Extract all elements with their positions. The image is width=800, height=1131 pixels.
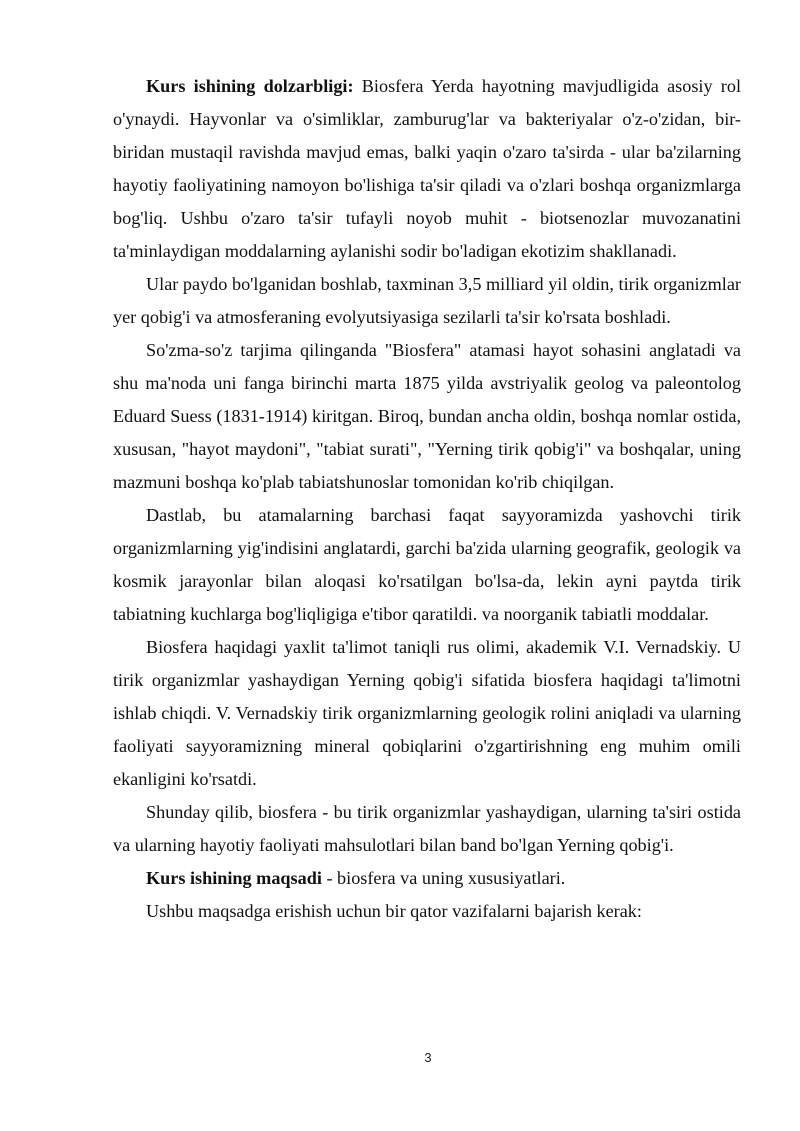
paragraph-term bbox=[113, 334, 741, 499]
paragraph-relevance bbox=[113, 70, 741, 268]
tasks-text: Ushbu maqsadga erishish uchun bir qator vazifalarni bajarish kerak: bbox=[146, 901, 642, 921]
relevance-text: Biosfera Yerda hayotning mavjudligida asosiy rol o'ynaydi. Hayvonlar va o'simliklar, zamburug'lar va bakteriyalar o'z-o'zidan, bir-biridan mustaqil ravishda mavjud emas, balki yaqin o'zaro ta'sirda - ular ba'zilarning hayotiy faoliyatining namoyon bo'lishiga ta'sir qiladi va o'zlari boshqa organizmlarga bog'liq. Ushbu o'zaro ta'sir tufayli noyob muhit - biotsenozlar muvozanatini ta'minlaydigan moddalarning aylanishi sodir bo'ladigan ekotizim shakllanadi. bbox=[113, 76, 741, 261]
paragraph-tasks bbox=[113, 895, 741, 928]
goal-heading: Kurs ishining maqsadi bbox=[146, 868, 322, 888]
origin-text: Ular paydo bo'lganidan boshlab, taxminan 3,5 milliard yil oldin, tirik organizmlar yer qobig'i va atmosferaning evolyutsiyasiga sezilarli ta'sir ko'rsata boshladi. bbox=[113, 274, 741, 327]
paragraph-goal bbox=[113, 862, 741, 895]
document-body bbox=[113, 70, 741, 928]
paragraph-initial-meaning bbox=[113, 499, 741, 631]
paragraph-definition bbox=[113, 796, 741, 862]
vernadsky-text: Biosfera haqidagi yaxlit ta'limot taniqli rus olimi, akademik V.I. Vernadskiy. U tirik organizmlar yashaydigan Yerning qobig'i sifatida biosfera haqidagi ta'limotni ishlab chiqdi. V. Vernadskiy tirik organizmlarning geologik rolini aniqladi va ularning faoliyati sayyoramizning mineral qobiqlarini o'zgartirishning eng muhim omili ekanligini ko'rsatdi. bbox=[113, 637, 741, 789]
page-number: 3 bbox=[424, 1050, 432, 1065]
term-text: So'zma-so'z tarjima qilinganda "Biosfera" atamasi hayot sohasini anglatadi va shu ma'noda uni fanga birinchi marta 1875 yilda avstriyalik geolog va paleontolog Eduard Suess (1831-1914) kiritgan. Biroq, bundan ancha oldin, boshqa nomlar ostida, xususan, "hayot maydoni", "tabiat surati", "Yerning tirik qobig'i" va boshqalar, uning mazmuni boshqa ko'plab tabiatshunoslar tomonidan ko'rib chiqilgan. bbox=[113, 340, 741, 492]
paragraph-vernadsky bbox=[113, 631, 741, 796]
goal-text: - biosfera va uning xususiyatlari. bbox=[321, 868, 566, 888]
definition-text: Shunday qilib, biosfera - bu tirik organizmlar yashaydigan, ularning ta'siri ostida va ularning hayotiy faoliyati mahsulotlari bilan band bo'lgan Yerning qobig'i. bbox=[113, 802, 741, 855]
initial-meaning-text: Dastlab, bu atamalarning barchasi faqat sayyoramizda yashovchi tirik organizmlarning yig'indisini anglatardi, garchi ba'zida ularning geografik, geologik va kosmik jarayonlar bilan aloqasi ko'rsatilgan bo'lsa-da, lekin ayni paytda tirik tabiatning kuchlarga bog'liqligiga e'tibor qaratildi. va noorganik tabiatli moddalar. bbox=[113, 505, 741, 624]
relevance-heading: Kurs ishining dolzarbligi: bbox=[146, 76, 354, 96]
paragraph-origin bbox=[113, 268, 741, 334]
